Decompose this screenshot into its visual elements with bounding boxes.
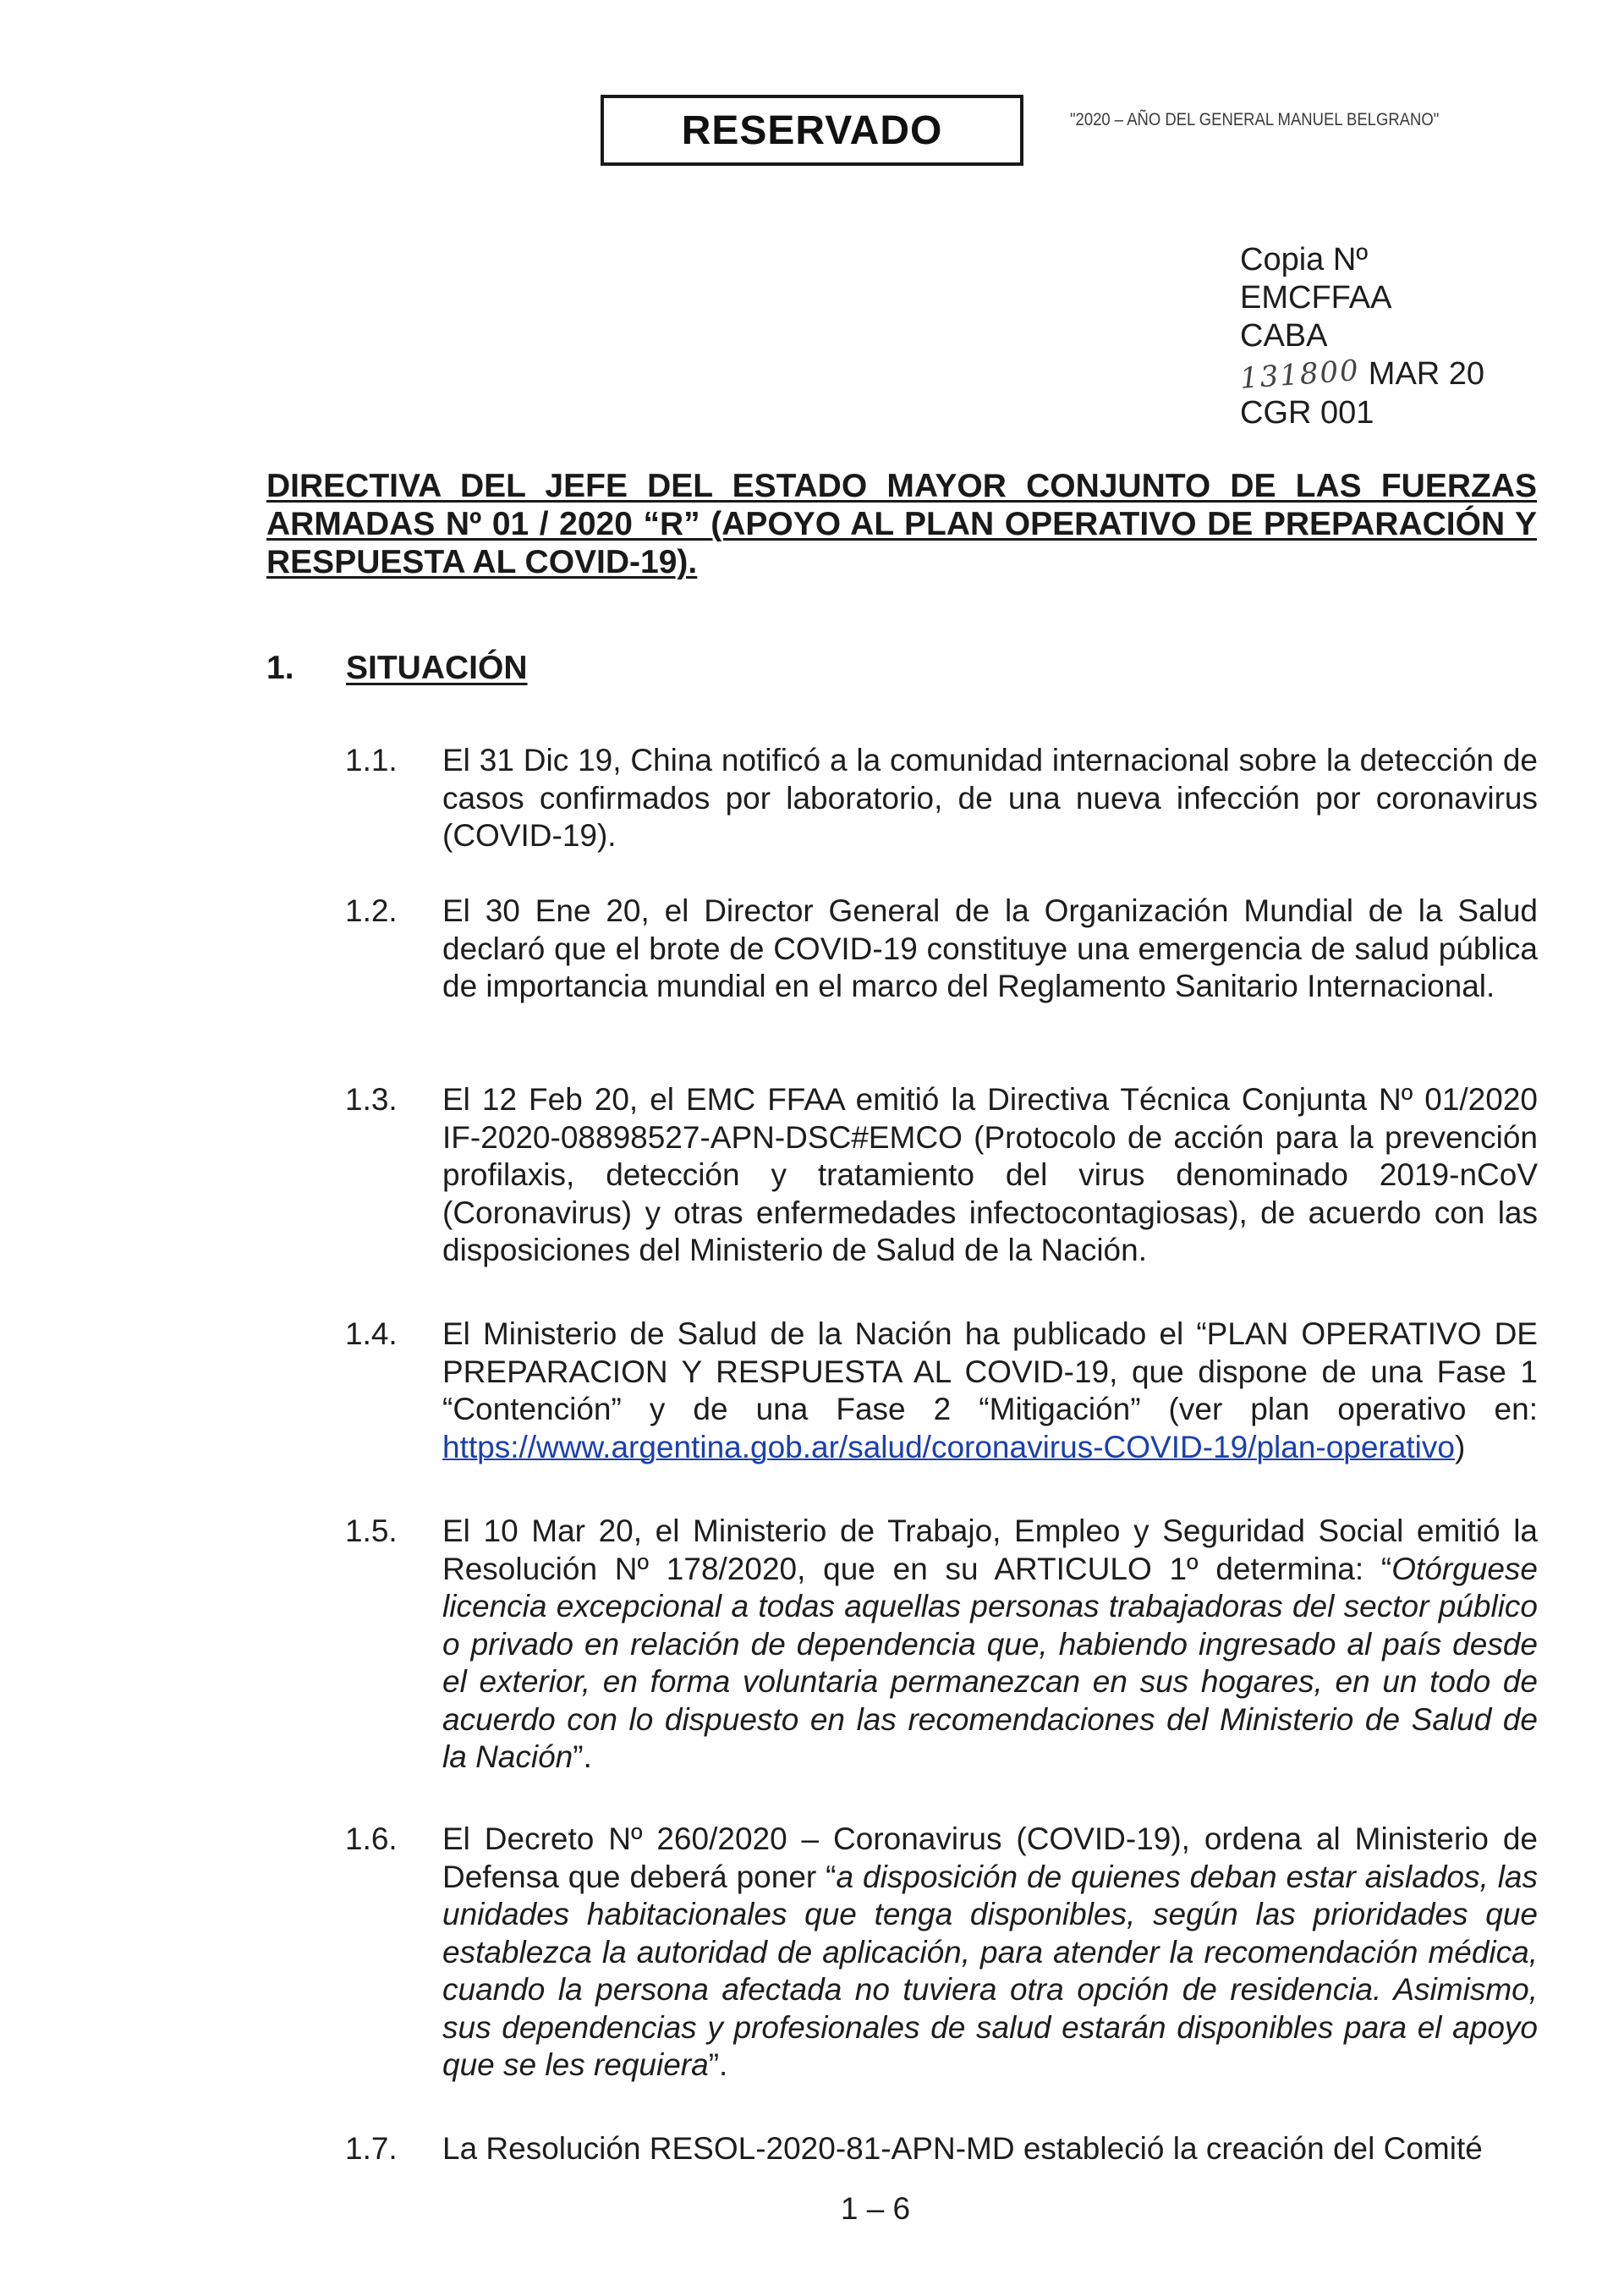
classification-stamp: RESERVADO: [601, 95, 1023, 166]
item-text-start: El 10 Mar 20, el Ministerio de Trabajo, Empleo y Seguridad Social emitió la Resolución Nº 178/2020, que en su ARTICULO 1º determina: “: [442, 1514, 1538, 1586]
document-header: [1240, 241, 1484, 432]
list-item: [345, 742, 1538, 855]
copy-label: Copia Nº: [1240, 242, 1369, 277]
item-text: [442, 1821, 1538, 2085]
item-text-start: El Decreto Nº 260/2020 – Coronavirus (COVID-19), ordena al Ministerio de Defensa que deberá poner “: [442, 1821, 1538, 1894]
list-item: [345, 1821, 1538, 2085]
item-number: 1.4.: [345, 1316, 398, 1351]
item-number: 1.6.: [345, 1821, 398, 1856]
item-text-end: ”.: [573, 1739, 592, 1774]
organization: EMCFFAA: [1240, 280, 1392, 316]
list-item: [345, 1316, 1538, 1466]
list-item: [345, 2130, 1538, 2168]
item-text-end: ): [1454, 1429, 1466, 1464]
section-heading: [266, 650, 528, 687]
date-handwritten: 131800: [1238, 354, 1361, 396]
quoted-decree-text: a disposición de quienes deban estar aislados, las unidades habitacionales que tenga disponibles, según las prioridades que establezca la autoridad de aplicación, para atender la recomendación médica, cuando la persona afectada no tuviera otra opción de residencia. Asimismo, sus dependencias y profesionales de salud estarán disponibles para el apoyo que se les requiera: [442, 1859, 1538, 2082]
item-number: 1.2.: [345, 893, 398, 928]
item-text-start: El Ministerio de Salud de la Nación ha publicado el “PLAN OPERATIVO DE PREPARACION Y RESPUESTA AL COVID-19, que dispone de una Fase 1 “Contención” y de una Fase 2 “Mitigación” (ver plan operativo en:: [442, 1316, 1538, 1426]
date-printed: MAR 20: [1368, 356, 1485, 392]
city: CABA: [1240, 318, 1328, 354]
item-number: 1.1.: [345, 743, 398, 777]
plan-operativo-link[interactable]: https://www.argentina.gob.ar/salud/coronavirus-COVID-19/plan-operativo: [442, 1429, 1455, 1464]
section-number: 1.: [266, 650, 294, 686]
list-item: [345, 1513, 1538, 1777]
item-text: El 12 Feb 20, el EMC FFAA emitió la Directiva Técnica Conjunta Nº 01/2020 IF-2020-08898527-APN-DSC#EMCO (Protocolo de acción para la prevención profilaxis, detección y tratamiento del virus denominado 2019-nCoV (Coronavirus) y otras enfermedades infectocontagiosas), de acuerdo con las disposiciones del Ministerio de Salud de la Nación.: [442, 1082, 1538, 1267]
item-number: 1.3.: [345, 1082, 398, 1117]
page-footer: [0, 2191, 1624, 2227]
item-text-end: ”.: [708, 2047, 728, 2082]
section-title: SITUACIÓN: [346, 650, 528, 686]
item-text: [442, 1316, 1538, 1466]
item-text: La Resolución RESOL-2020-81-APN-MD estableció la creación del Comité: [442, 2131, 1483, 2166]
page-number: 1 – 6: [840, 2191, 911, 2226]
list-item: [345, 1081, 1538, 1270]
item-number: 1.5.: [345, 1514, 398, 1548]
item-text: El 30 Ene 20, el Director General de la Organización Mundial de la Salud declaró que el brote de COVID-19 constituye una emergencia de salud pública de importancia mundial en el marco del Reglamento Sanitario Internacional.: [442, 893, 1538, 1003]
year-motto: "2020 – AÑO DEL GENERAL MANUEL BELGRANO": [1070, 110, 1440, 129]
item-text: El 31 Dic 19, China notificó a la comunidad internacional sobre la detección de casos confirmados por laboratorio, de una nueva infección por coronavirus (COVID-19).: [442, 743, 1538, 853]
document-title: DIRECTIVA DEL JEFE DEL ESTADO MAYOR CONJUNTO DE LAS FUERZAS ARMADAS Nº 01 / 2020 “R” (APOYO AL PLAN OPERATIVO DE PREPARACIÓN Y RESPUESTA AL COVID-19).: [266, 468, 1537, 580]
reference-code: CGR 001: [1240, 395, 1374, 431]
item-text: [442, 1513, 1538, 1777]
date-line: [1240, 355, 1484, 394]
item-number: 1.7.: [345, 2131, 398, 2166]
quoted-resolution-text: Otórguese licencia excepcional a todas aquellas personas trabajadoras del sector público o privado en relación de dependencia que, habiendo ingresado al país desde el exterior, en forma voluntaria permanezcan en sus hogares, en un todo de acuerdo con lo dispuesto en las recomendaciones del Ministerio de Salud de la Nación: [442, 1551, 1538, 1774]
list-item: [345, 893, 1538, 1006]
